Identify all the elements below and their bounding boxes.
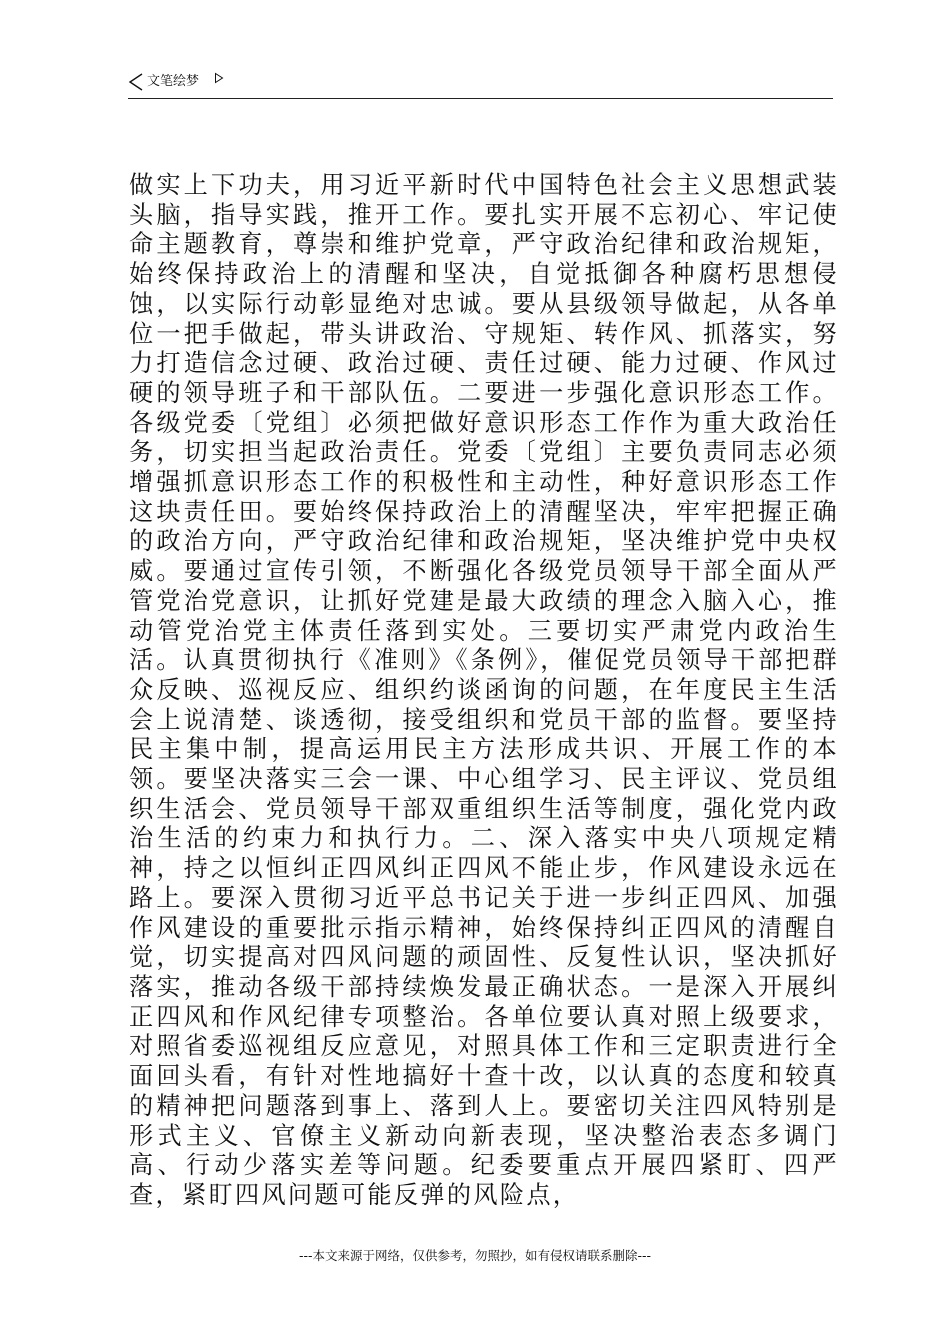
right-triangle-arrow-icon [214, 72, 224, 84]
left-triangle-arrow-icon [128, 72, 144, 92]
page-header [128, 70, 833, 99]
header-title: 文笔绘梦 [147, 74, 200, 89]
footer-disclaimer: ---本文来源于网络，仅供参考，勿照抄，如有侵权请联系删除--- [298, 1248, 652, 1263]
body-paragraph: 做实上下功夫，用习近平新时代中国特色社会主义思想武装头脑，指导实践，推开工作。要扎实开展不忘初心、牢记使命主题教育，尊崇和维护党章，严守政治纪律和政治规矩，始终保持政治上的清醒和坚决，自觉抵御各种腐朽思想侵蚀，以实际行动彰显绝对忠诚。要从县级领导做起，从各单位一把手做起，带头讲政治、守规矩、转作风、抓落实，努力打造信念过硬、政治过硬、责任过硬、能力过硬、作风过硬的领导班子和干部队伍。二要进一步强化意识形态工作。各级党委〔党组〕必须把做好意识形态工作作为重大政治任务，切实担当起政治责任。党委〔党组〕主要负责同志必须增强抓意识形态工作的积极性和主动性，种好意识形态工作这块责任田。要始终保持政治上的清醒坚决，牢牢把握正确的政治方向，严守政治纪律和政治规矩，坚决维护党中央权威。要通过宣传引领，不断强化各级党员领导干部全面从严管党治党意识，让抓好党建是最大政绩的理念入脑入心，推动管党治党主体责任落到实处。三要切实严肃党内政治生活。认真贯彻执行《准则》《条例》，催促党员领导干部把群众反映、巡视反应、组织约谈函询的问题，在年度民主生活会上说清楚、谈透彻，接受组织和党员干部的监督。要坚持民主集中制，提高运用民主方法形成共识、开展工作的本领。要坚决落实三会一课、中心组学习、民主评议、党员组织生活会、党员领导干部双重组织生活等制度，强化党内政治生活的约束力和执行力。二、深入落实中央八项规定精神，持之以恒纠正四风纠正四风不能止步，作风建设永远在路上。要深入贯彻习近平总书记关于进一步纠正四风、加强作风建设的重要批示指示精神，始终保持纠正四风的清醒自觉，切实提高对四风问题的顽固性、反复性认识，坚决抓好落实，推动各级干部持续焕发最正确状态。一是深入开展纠正四风和作风纪律专项整治。各单位要认真对照上级要求，对照省委巡视组反应意见，对照具体工作和三定职责进行全面回头看，有针对性地搞好十查十改，以认真的态度和较真的精神把问题落到事上、落到人上。要密切关注四风特别是形式主义、官僚主义新动向新表现，坚决整治表态多调门高、行动少落实差等问题。纪委要重点开展四紧盯、四严查，紧盯四风问题可能反弹的风险点， [129, 171, 839, 1209]
